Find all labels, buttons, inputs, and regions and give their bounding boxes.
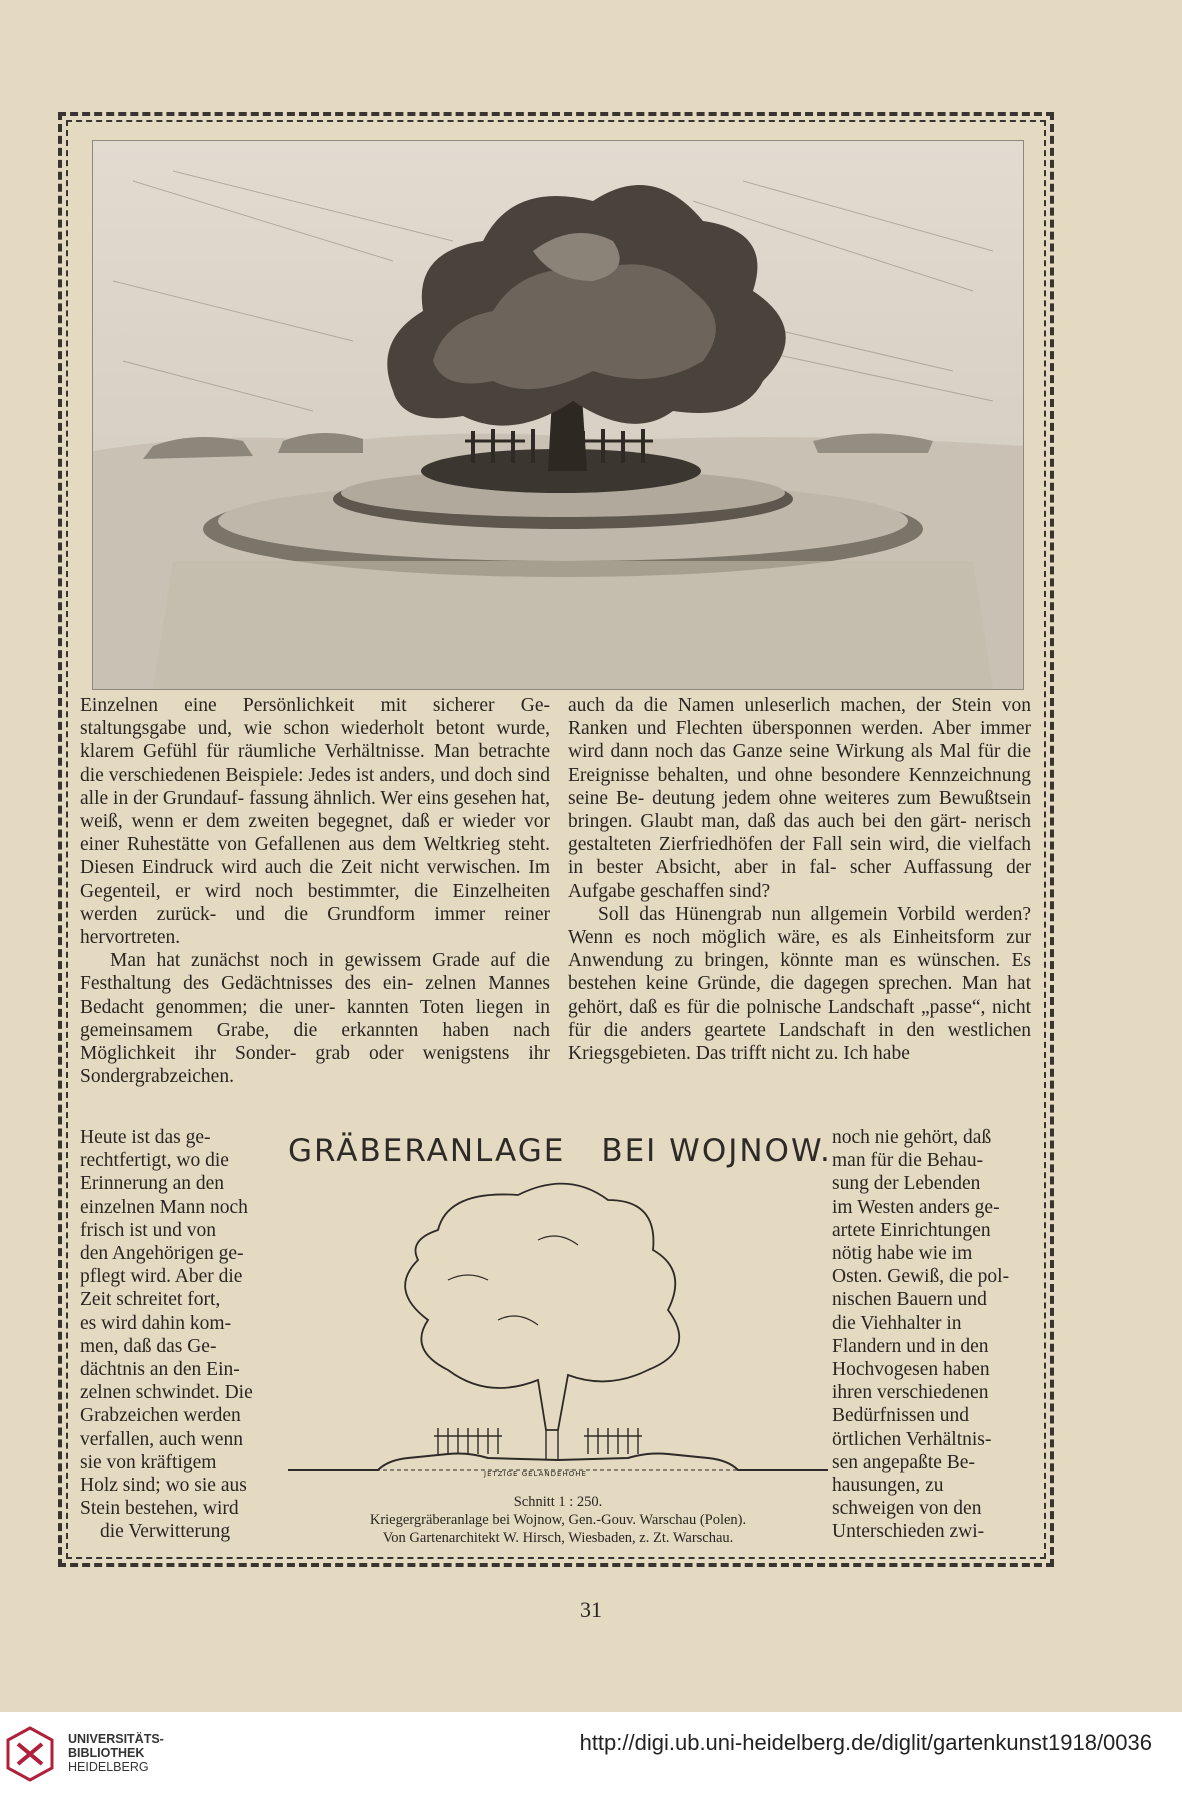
section-drawing-svg xyxy=(288,1170,828,1490)
footer-bar xyxy=(0,1712,1182,1799)
paragraph-4: Soll das Hünengrab nun allgemein Vorbild werden? Wenn es noch möglich wäre, es als Einheitsform zur Anwendung zu bringen, könnte man es wünschen. Es bestehen keine Gründe, die dagegen sprechen. Man hat gehört, daß es für die polnische Landschaft „passe“, nicht für die anders geartete Landschaft in den westlichen Kriegsgebieten. Das trifft nicht zu. Ich habe xyxy=(568,903,1032,1065)
landscape-illustration xyxy=(92,140,1024,690)
section-drawing xyxy=(288,1170,828,1490)
figure-caption: Schnitt 1 : 250. Kriegergräberanlage bei Wojnow, Gen.-Gouv. Warschau (Polen). Von Gartenarchitekt W. Hirsch, Wiesbaden, z. Zt. Warschau. xyxy=(369,1494,747,1546)
plan-title: GRÄBERANLAGE BEI WOJNOW. xyxy=(288,1133,832,1169)
source-url-link[interactable]: http://digi.ub.uni-heidelberg.de/diglit/gartenkunst1918/0036 xyxy=(579,1730,1152,1755)
paragraph-2: Man hat zunächst noch in gewissem Grade auf die Festhaltung des Gedächtnisses des ein- zelnen Mannes Bedacht genommen; die uner- kannten Toten liegen in gemeinsamem Grabe, die erkannten haben nach Möglichkeit ihr Sonder- grab oder wenigstens ihr Sondergrabzeichen. xyxy=(80,950,551,1088)
left-column xyxy=(80,694,550,1088)
page-number: 31 xyxy=(580,1597,602,1622)
ground-level-label: JETZIGE GELÄNDEHÖHE xyxy=(484,1470,587,1478)
tree-drawing-svg xyxy=(93,141,1023,689)
library-logo-icon xyxy=(4,1724,56,1784)
paragraph-1: Einzelnen eine Persönlichkeit mit sicherer Ge- staltungsgabe und, wie schon wiederholt betont wurde, klarem Gefühl für räumliche Verhältnisse. Man betrachte die verschiedenen Beispiele: Jedes ist anders, und doch sind alle in der Grundauf- fassung ähnlich. Wer eins gesehen hat, weiß, wenn er dem zweiten begegnet, daß er wieder vor einer Ruhestätte von Gefallenen aus dem Weltkrieg steht. Diesen Eindruck wird auch die Zeit nicht verwischen. Im Gegenteil, er wird noch bestimmter, die Einzelheiten werden zurück- und die Grundform immer reiner hervortreten. xyxy=(80,695,551,949)
paragraph-3: auch da die Namen unleserlich machen, der Stein von Ranken und Flechten übersponnen werden. Aber immer wird dann noch das Ganze seine Wirkung als Mal für die Ereignisse behalten, und ohne besondere Kennzeichnung seine Be- deutung jedem ohne weiteres zum Bewußtsein bringen. Glaubt man, daß das auch bei den gärt- nerisch gestalteten Zierfriedhöfen der Fall sein wird, die vielfach in bester Absicht, aber in fal- scher Auffassung der Aufgabe geschaffen sind? xyxy=(568,695,1032,902)
right-column xyxy=(568,694,1031,1065)
library-name: UNIVERSITÄTS- BIBLIOTHEK HEIDELBERG xyxy=(68,1732,164,1774)
left-narrow-column: Heute ist das ge- rechtfertigt, wo die Erinnerung an den einzelnen Mann noch frisch ist und von den Angehörigen ge- pflegt wird. Aber die Zeit schreitet fort, es wird dahin kom- men, daß das Ge- dächtnis an den Ein- zelnen schwindet. Die Grabzeichen werden verfallen, auch wenn sie von kräftigem Holz sind; wo sie aus Stein bestehen, wird die Verwitterung xyxy=(80,1127,253,1543)
right-narrow-column: noch nie gehört, daß man für die Behau- sung der Lebenden im Westen anders ge- artete Einrichtungen nötig habe wie im Osten. Gewiß, die pol- nischen Bauern und die Viehhalter in Flandern und in den Hochvogesen haben ihren verschiedenen Bedürfnissen und örtlichen Verhältnis- sen angepaßte Be- hausungen, zu schweigen von den Unterschieden zwi- xyxy=(832,1127,1010,1543)
